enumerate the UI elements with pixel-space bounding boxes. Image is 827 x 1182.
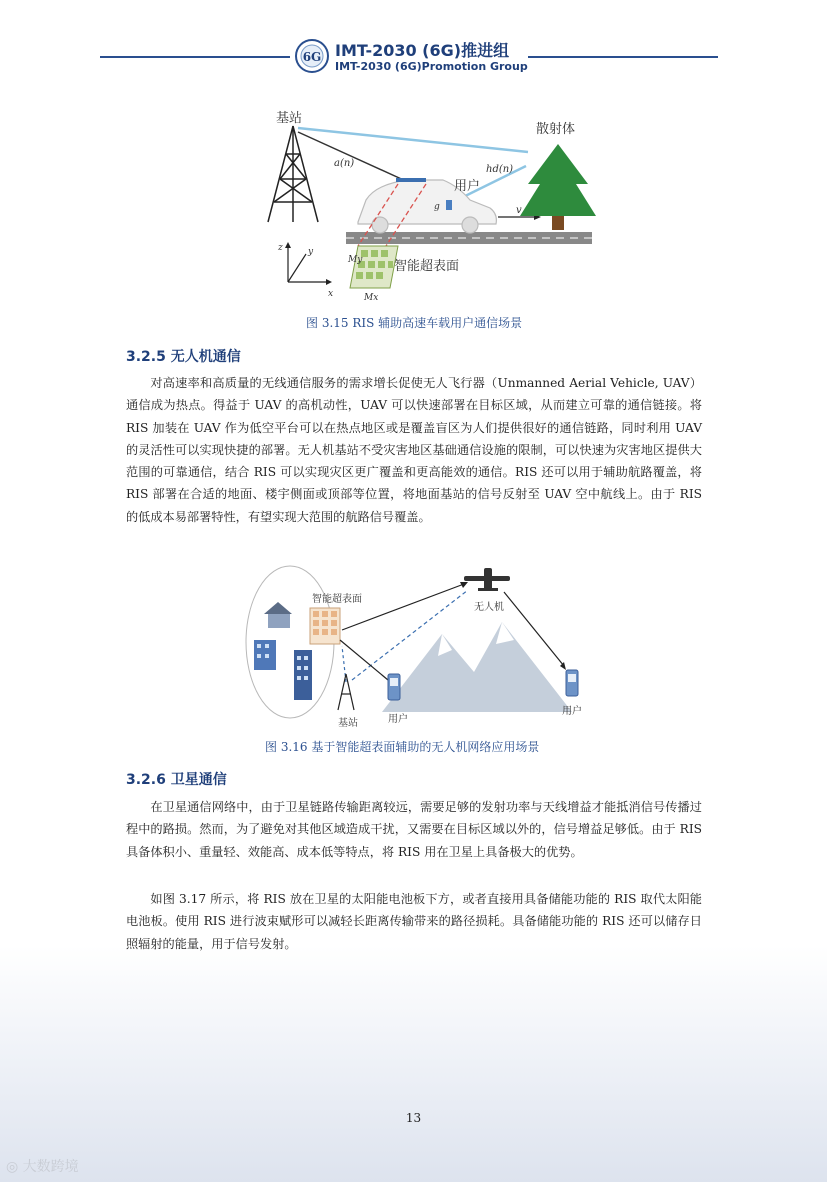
figure-3-15-caption: 图 3.15 RIS 辅助高速车载用户通信场景 (306, 316, 523, 330)
figure-3-16-caption: 图 3.16 基于智能超表面辅助的无人机网络应用场景 (265, 740, 540, 754)
section-title: 无人机通信 (170, 349, 241, 365)
fig1-label-g: g (434, 202, 440, 212)
fig2-label-ris: 智能超表面 (312, 594, 362, 605)
fig1-label-a: a(n) (334, 158, 355, 169)
user-device-in-car (446, 200, 452, 210)
ris-panel-icon (310, 608, 340, 644)
fig2-label-user-left: 用户 (388, 714, 408, 725)
fig1-label-v: v (516, 205, 522, 216)
imt-2030-logo (294, 38, 330, 74)
link-ris-to-uav (342, 584, 464, 630)
header-title: IMT-2030 (6G)推进组 (335, 41, 510, 60)
uav-plane-icon (464, 568, 510, 591)
fig1-label-x: x (328, 289, 334, 299)
watermark-logo-icon: ◎ (6, 1159, 19, 1175)
section-title: 卫星通信 (170, 772, 227, 788)
fig1-label-user: 用户 (454, 179, 481, 194)
fig1-label-y: y (308, 247, 314, 257)
header-rule-left (100, 56, 290, 58)
fig1-label-z: z (278, 243, 283, 253)
section-number: 3.2.6 (126, 772, 166, 788)
header-rule-right (528, 56, 718, 58)
paragraph: 在卫星通信网络中，由于卫星链路传输距离较远，需要足够的发射功率与天线增益才能抵消信号传播过程中的路损。然而，为了避免对其他区域造成干扰，又需要在目标区域以外的，信号增益足够低。由于 RIS 具备体积小、重量轻、效能高、成本低等特点，将 RIS 用在卫星上具备极大的优势。 (126, 800, 702, 859)
logo-text: 6G (302, 50, 322, 64)
road (346, 232, 592, 244)
fig1-label-scatterer: 散射体 (536, 122, 576, 137)
base-station-tower-icon (268, 126, 318, 222)
header-subtitle: IMT-2030 (6G)Promotion Group (335, 60, 528, 73)
ris-panel-icon (350, 246, 398, 288)
fig2-label-base-station: 基站 (338, 718, 358, 729)
paragraph: 对高速率和高质量的无线通信服务的需求增长促使无人飞行器（Unmanned Aerial Vehicle, UAV）通信成为热点。得益于 UAV 的高机动性，UAV 可以快速部署在目标区域，从而建立可靠的通信链接。将 RIS 加装在 UAV 作为低空平台可以在热点地区或是覆盖盲区为人们提供很好的通信链路，同时利用 UAV 的灵活性可以实现快捷的部署。无人机基站不受灾害地区基础通信设施的限制，可以快速为灾害地区提供大范围的可靠通信，结合 RIS 可以实现灾区更广覆盖和更高能效的通信。RIS 还可以用于辅助航路覆盖，将 RIS 部署在合适的地面、楼宇侧面或顶部等位置，将地面基站的信号反射至 UAV 空中航线上。由于 RIS 的低成本易部署特性，有望实现大范围的航路信号覆盖。 (126, 376, 702, 524)
user-phone-icon-right (566, 670, 578, 696)
mountain-icon (382, 622, 572, 712)
fig1-label-my: My (348, 255, 363, 265)
page-number: 13 (405, 1111, 422, 1125)
fig1-label-ris: 智能超表面 (394, 259, 460, 274)
fig2-label-uav: 无人机 (474, 602, 504, 613)
watermark (6, 1156, 79, 1176)
section-number: 3.2.5 (126, 349, 166, 365)
fig1-label-base-station: 基站 (276, 111, 303, 126)
car-roof-ris (396, 178, 426, 182)
link-ris-to-user-left (340, 640, 388, 680)
section-heading-3-2-6 (126, 769, 227, 789)
watermark-text: 大数跨境 (22, 1159, 79, 1175)
ray-bs-to-car-roof (298, 132, 408, 182)
fig2-label-user-right: 用户 (562, 706, 582, 717)
fig1-label-hd: hd(n) (486, 164, 514, 175)
figure-3-16 (242, 562, 592, 732)
figure-3-15 (258, 104, 598, 304)
paragraph: 如图 3.17 所示，将 RIS 放在卫星的太阳能电池板下方，或者直接用具备储能功能的 RIS 取代太阳能电池板。使用 RIS 进行波束赋形可以减轻长距离传输带来的路径损耗。具备储能功能的 RIS 还可以储存日照辐射的能量，用于信号发射。 (126, 892, 702, 951)
section-heading-3-2-5 (126, 346, 241, 366)
fig1-label-mx: Mx (364, 293, 379, 303)
user-phone-icon-left (388, 674, 400, 700)
